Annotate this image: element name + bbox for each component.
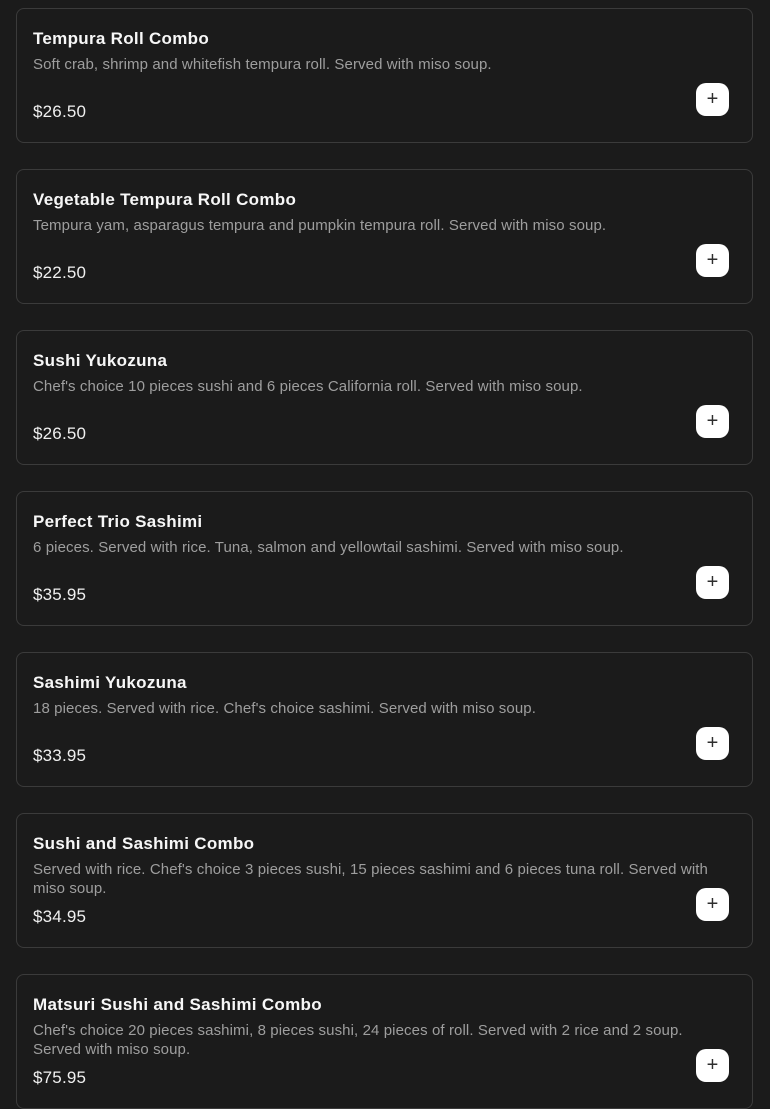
item-price: $35.95	[33, 585, 87, 604]
item-price: $26.50	[33, 102, 87, 121]
plus-icon: +	[706, 892, 719, 915]
plus-icon: +	[706, 87, 719, 110]
item-description: Tempura yam, asparagus tempura and pumpkin tempura roll. Served with miso soup.	[33, 217, 607, 234]
item-name: Vegetable Tempura Roll Combo	[33, 190, 297, 209]
add-item-button[interactable]	[696, 1049, 729, 1082]
item-description: 6 pieces. Served with rice. Tuna, salmon and yellowtail sashimi. Served with miso soup.	[33, 539, 624, 556]
item-price: $75.95	[33, 1068, 87, 1087]
item-price: $34.95	[33, 907, 87, 926]
plus-icon: +	[706, 570, 719, 593]
item-name: Sashimi Yukozuna	[33, 673, 187, 692]
item-price: $22.50	[33, 263, 87, 282]
item-name: Sushi Yukozuna	[33, 351, 168, 370]
menu-item-card[interactable]	[16, 813, 753, 948]
add-item-button[interactable]	[696, 83, 729, 116]
menu-item-card[interactable]	[16, 169, 753, 304]
plus-icon: +	[706, 248, 719, 271]
plus-icon: +	[706, 731, 719, 754]
menu-item-card[interactable]	[16, 652, 753, 787]
add-item-button[interactable]	[696, 566, 729, 599]
item-description: Chef's choice 10 pieces sushi and 6 pieces California roll. Served with miso soup.	[33, 378, 583, 395]
item-name: Sushi and Sashimi Combo	[33, 834, 255, 853]
add-item-button[interactable]	[696, 405, 729, 438]
item-name: Perfect Trio Sashimi	[33, 512, 203, 531]
item-description: 18 pieces. Served with rice. Chef's choice sashimi. Served with miso soup.	[33, 700, 536, 717]
menu-item-card[interactable]	[16, 330, 753, 465]
item-name: Tempura Roll Combo	[33, 29, 210, 48]
item-price: $33.95	[33, 746, 87, 765]
plus-icon: +	[706, 1053, 719, 1076]
item-description: Served with rice. Chef's choice 3 pieces sushi, 15 pieces sashimi and 6 pieces tuna roll. Served with miso soup.	[33, 861, 708, 897]
add-item-button[interactable]	[696, 727, 729, 760]
item-price: $26.50	[33, 424, 87, 443]
menu-item-card[interactable]	[16, 491, 753, 626]
plus-icon: +	[706, 409, 719, 432]
item-description: Chef's choice 20 pieces sashimi, 8 pieces sushi, 24 pieces of roll. Served with 2 rice and 2 soup. Served with miso soup.	[33, 1022, 683, 1058]
item-description: Soft crab, shrimp and whitefish tempura roll. Served with miso soup.	[33, 56, 492, 73]
item-name: Matsuri Sushi and Sashimi Combo	[33, 995, 322, 1014]
menu-item-card[interactable]	[16, 8, 753, 143]
menu-item-card[interactable]	[16, 974, 753, 1109]
add-item-button[interactable]	[696, 244, 729, 277]
add-item-button[interactable]	[696, 888, 729, 921]
